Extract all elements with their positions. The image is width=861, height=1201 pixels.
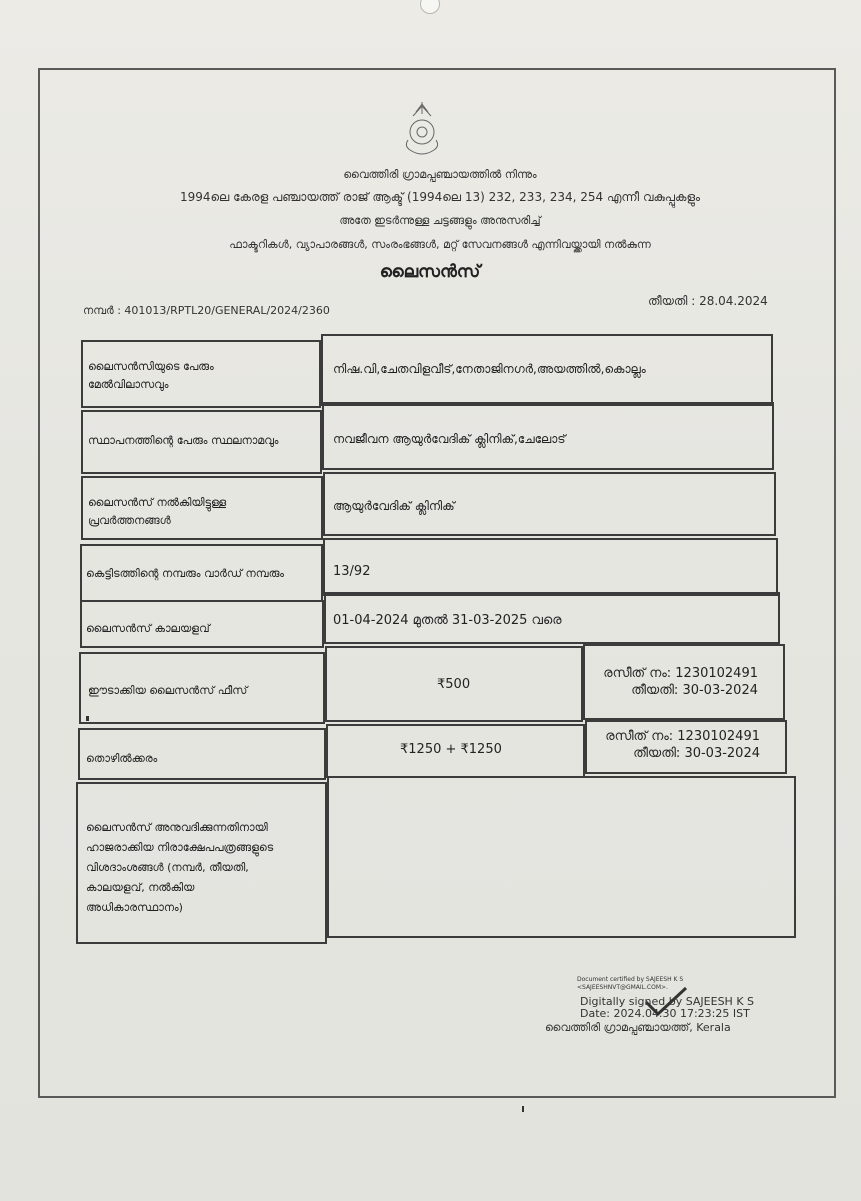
government-emblem-icon	[400, 98, 444, 162]
row-2-value: നവജീവന ആയുർവേദിക് ക്ലിനിക്,ചേലോട്	[333, 432, 566, 446]
row-8-value-cell	[327, 776, 796, 938]
row-7-receipt-number: രസീത് നം: 1230102491	[605, 729, 760, 744]
row-4-value-cell	[323, 538, 778, 596]
header-line-4: ഫാക്ടറികൾ, വ്യാപാരങ്ങൾ, സംരംഭങ്ങൾ, മറ്റ് സേവനങ്ങൾ എന്നിവയ്ക്കായി നൽകുന്ന	[229, 238, 651, 251]
row-6-label: ഈടാക്കിയ ലൈസൻസ് ഫീസ്	[88, 684, 248, 697]
row-5-value: 01-04-2024 മുതൽ 31-03-2025 വരെ	[333, 613, 562, 628]
row-7-value: ₹1250 + ₹1250	[400, 742, 502, 757]
row-6-receipt-number: രസീത് നം: 1230102491	[603, 666, 758, 681]
header-line-2: 1994ലെ കേരള പഞ്ചായത്ത് രാജ് ആക്ട് (1994ലെ 13) 232, 233, 234, 254 എന്നീ വകുപ്പുകളും	[179, 190, 701, 204]
certified-by: Document certified by SAJEESH K S	[577, 976, 684, 983]
digital-signature	[580, 996, 754, 1020]
header-line-1: വൈത്തിരി ഗ്രാമപ്പഞ്ചായത്തിൽ നിന്നും	[343, 168, 537, 181]
header-line-3: അതേ ഇടർന്നുള്ള ചട്ടങ്ങളും അനുസരിച്ച്	[339, 214, 541, 227]
row-7-receipt	[592, 728, 760, 762]
signed-by: Digitally signed by SAJEESH K S	[580, 995, 755, 1008]
row-1-value: നിഷ.വി,ചേതവിളവീട്,നേതാജിനഗർ,അയത്തിൽ,കൊല്ലം	[333, 362, 646, 376]
row-7-receipt-date: തീയതി: 30-03-2024	[633, 746, 760, 761]
row-6-value: ₹500	[437, 677, 471, 692]
row-4-value: 13/92	[333, 564, 371, 579]
row-3-value: ആയുർവേദിക് ക്ലിനിക്	[333, 499, 455, 513]
row-6-receipt-date: തീയതി: 30-03-2024	[631, 683, 758, 698]
row-8-label: ലൈസൻസ് അനുവദിക്കുന്നതിനായി ഹാജരാക്കിയ നിരാക്ഷേപപത്രങ്ങളുടെ വിശദാംശങ്ങൾ (നമ്പർ, തീയതി, കാലയളവ്, നൽകിയ അധികാരസ്ഥാനം)	[86, 821, 274, 914]
row-1-label: ലൈസൻസിയുടെ പേരും മേൽവിലാസവും	[88, 360, 214, 391]
issue-date: തീയതി : 28.04.2024	[648, 294, 768, 308]
row-4-label: കെട്ടിടത്തിന്റെ നമ്പരും വാർഡ് നമ്പരും	[86, 567, 285, 580]
signed-date: Date: 2024.04.30 17:23:25 IST	[580, 1007, 750, 1020]
issuing-office: വൈത്തിരി ഗ്രാമപ്പഞ്ചായത്ത്, Kerala	[545, 1021, 731, 1034]
document-title: ലൈസൻസ്	[379, 262, 481, 282]
certifier-email: <SAJEESHNVT@GMAIL.COM>.	[577, 984, 668, 991]
row-2-label: സ്ഥാപനത്തിന്റെ പേരും സ്ഥലനാമവും	[88, 434, 279, 447]
row-7-label: തൊഴിൽക്കരം	[86, 752, 158, 765]
punch-hole	[420, 0, 440, 14]
ink-mark	[522, 1106, 524, 1112]
row-5-label: ലൈസൻസ് കാലയളവ്	[86, 622, 210, 635]
license-number: നമ്പർ : 401013/RPTL20/GENERAL/2024/2360	[83, 304, 330, 317]
row-6-receipt	[590, 665, 758, 699]
row-3-label: ലൈസൻസ് നൽകിയിട്ടുള്ള പ്രവർത്തനങ്ങൾ	[88, 496, 227, 527]
ink-dot	[86, 716, 89, 721]
